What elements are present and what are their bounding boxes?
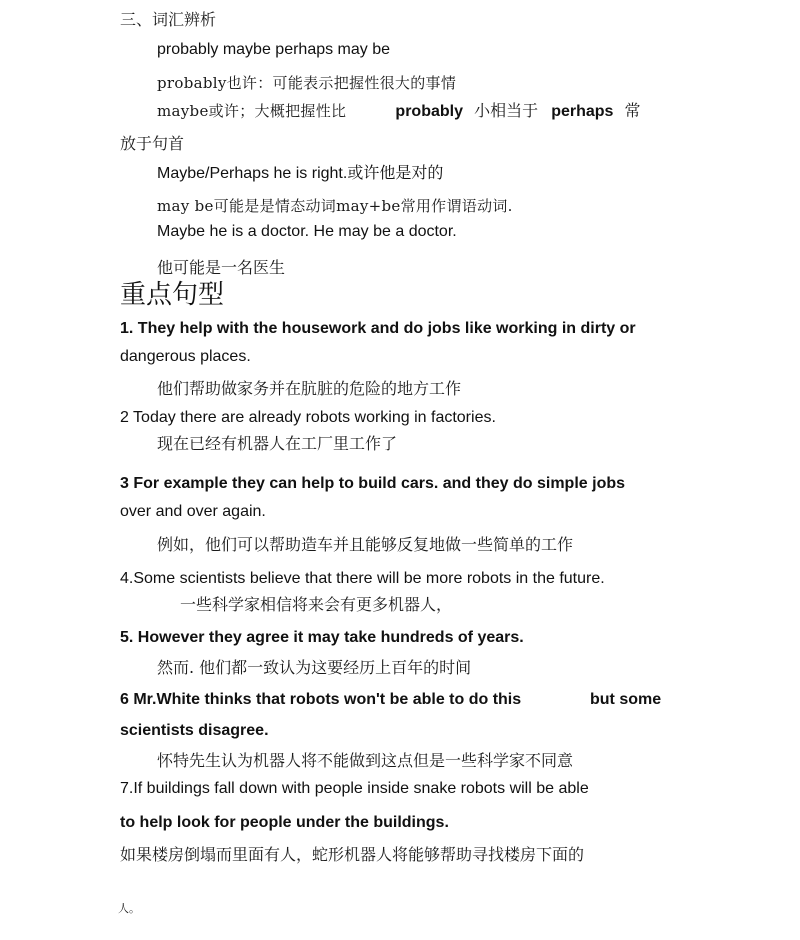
section-heading-patterns: 重点句型 [120, 280, 225, 310]
example-maybe-perhaps: Maybe/Perhaps he is right.或许他是对的 [157, 165, 444, 182]
sentence-1-en-line1: 1. They help with the housework and do jobs like working in dirty or [120, 320, 636, 337]
example-doctor-en: Maybe he is a doctor. He may be a doctor. [157, 223, 457, 240]
sentence-3-cn: 例如，他们可以帮助造车并且能够反复地做一些简单的工作 [157, 535, 574, 554]
sentence-7-en-line2: to help look for people under the buildings. [120, 814, 449, 831]
maybe-definition-perhaps: perhaps [551, 103, 614, 120]
maybe-definition-part1: maybe或许；大概把握性比 [157, 102, 347, 120]
sentence-6-en-line1: 6 Mr.White thinks that robots won't be able to do this [120, 691, 522, 708]
sentence-7-cn-end: 人。 [118, 902, 140, 915]
probably-definition: probably也许：可能表示把握性很大的事情 [157, 74, 457, 92]
maybe-definition-probably: probably [395, 103, 463, 120]
sentence-6-cn: 怀特先生认为机器人将不能做到这点但是一些科学家不同意 [157, 751, 574, 770]
sentence-7-en-line1: 7.If buildings fall down with people inside snake robots will be able [120, 780, 589, 797]
maybe-definition-continued: 放于句首 [120, 134, 185, 153]
maybe-definition [157, 103, 641, 120]
may-be-definition: may be可能是是情态动词may+be常用作谓语动词. [157, 197, 513, 215]
sentence-6-en-line1-end: but some [590, 691, 662, 708]
sentence-5-cn: 然而. 他们都一致认为这要经历上百年的时间 [157, 658, 472, 677]
section-heading-vocab: 三、词汇辨析 [120, 10, 217, 29]
sentence-2-en: 2 Today there are already robots working in factories. [120, 409, 496, 426]
sentence-6-en-line2: scientists disagree. [120, 722, 269, 739]
sentence-4-en: 4.Some scientists believe that there will be more robots in the future. [120, 570, 605, 587]
sentence-3-en-line2: over and over again. [120, 503, 266, 520]
sentence-1-en-line2: dangerous places. [120, 348, 251, 365]
sentence-2-cn: 现在已经有机器人在工厂里工作了 [157, 434, 398, 453]
sentence-5-en: 5. However they agree it may take hundreds of years. [120, 629, 524, 646]
sentence-4-cn: 一些科学家相信将来会有更多机器人， [180, 595, 453, 614]
sentence-7-cn: 如果楼房倒塌而里面有人，蛇形机器人将能够帮助寻找楼房下面的 [120, 845, 585, 864]
maybe-definition-part3: 常 [624, 101, 641, 120]
example-doctor-cn: 他可能是一名医生 [157, 258, 286, 277]
sentence-3-en-line1: 3 For example they can help to build cars. and they do simple jobs [120, 475, 626, 492]
vocab-word-list: probably maybe perhaps may be [157, 41, 391, 58]
maybe-definition-part2: 小相当于 [474, 101, 539, 120]
sentence-1-cn: 他们帮助做家务并在肮脏的危险的地方工作 [157, 379, 462, 398]
